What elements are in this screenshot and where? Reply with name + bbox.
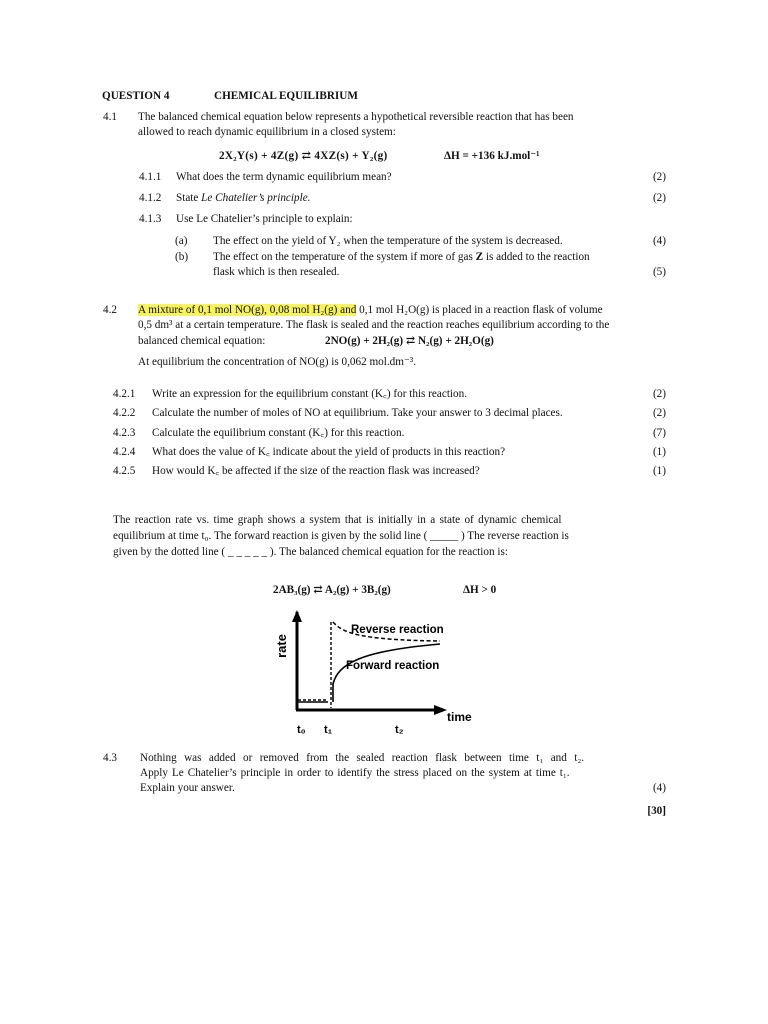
q422-number: 4.2.2 <box>113 407 136 419</box>
q42-equation: 2NO(g) + 2H₂(g) ⇄ N₂(g) + 2H₂O(g) <box>325 335 494 347</box>
total-marks: [30] <box>647 805 666 817</box>
q423-marks: (7) <box>652 427 666 439</box>
reverse-reaction-label: Reverse reaction <box>351 624 444 636</box>
q42-number: 4.2 <box>103 304 117 316</box>
q411-text: What does the term dynamic equilibrium mean? <box>176 171 392 183</box>
q422-text: Calculate the number of moles of NO at equilibrium. Take your answer to 3 decimal places. <box>152 407 563 419</box>
q43-line3: Explain your answer. <box>140 782 235 794</box>
q421-number: 4.2.1 <box>113 388 136 400</box>
y-axis-label: rate <box>274 634 289 658</box>
x-axis-arrow-icon <box>434 705 447 715</box>
q413-number: 4.1.3 <box>139 213 162 225</box>
q411-marks: (2) <box>652 171 666 183</box>
q41-intro-line1: The balanced chemical equation below represents a hypothetical reversible reaction that has been <box>138 112 574 123</box>
q425-number: 4.2.5 <box>113 465 136 477</box>
forward-rate-curve <box>333 644 440 702</box>
q413b-line1-bold: Z <box>475 251 484 263</box>
q413a-label: (a) <box>175 235 188 247</box>
q411-number: 4.1.1 <box>139 171 162 183</box>
q413a-text: The effect on the yield of Y₂ when the temperature of the system is decreased. <box>213 235 563 247</box>
q41-intro-line2: allowed to reach dynamic equilibrium in a closed system: <box>138 126 396 138</box>
graph-intro-line2: equilibrium at time t₀. The forward reaction is given by the solid line ( _____ ) The reverse reaction is <box>113 530 569 542</box>
t1-label: t₁ <box>324 724 333 736</box>
q413b-marks: (5) <box>652 266 666 278</box>
question-title: CHEMICAL EQUILIBRIUM <box>214 90 358 102</box>
graph-enthalpy: ΔH > 0 <box>463 584 497 596</box>
q424-text: What does the value of K꜀ indicate about the yield of products in this reaction? <box>152 446 506 458</box>
q42-line1 <box>138 305 603 316</box>
q41-equation: 2X₂Y(s) + 4Z(g) ⇄ 4XZ(s) + Y₂(g) <box>219 150 388 162</box>
q412-text-italic: Le Chatelier’s principle. <box>201 192 311 204</box>
q413b-line2: flask which is then resealed. <box>213 266 340 278</box>
q421-text: Write an expression for the equilibrium constant (K꜀) for this reaction. <box>152 388 468 400</box>
t2-label: t₂ <box>395 724 404 736</box>
q42-line2: 0,5 dm³ at a certain temperature. The flask is sealed and the reaction reaches equilibrium according to the <box>138 319 610 331</box>
q43-line2: Apply Le Chatelier’s principle in order to identify the stress placed on the system at time t₁. <box>140 767 570 779</box>
q421-marks: (2) <box>652 388 666 400</box>
question-number: QUESTION 4 <box>102 90 170 102</box>
q413b-line1-post: is added to the reaction <box>483 251 590 263</box>
q41-enthalpy: ΔH = +136 kJ.mol⁻¹ <box>444 150 540 162</box>
q43-number: 4.3 <box>103 752 117 764</box>
graph-equation: 2AB₃(g) ⇄ A₂(g) + 3B₂(g) <box>273 584 391 596</box>
q412-number: 4.1.2 <box>139 192 162 204</box>
q413a-marks: (4) <box>652 235 666 247</box>
q412-marks: (2) <box>652 192 666 204</box>
q422-marks: (2) <box>652 407 666 419</box>
graph-intro-line1: The reaction rate vs. time graph shows a system that is initially in a state of dynamic chemical <box>113 514 562 526</box>
q413-text: Use Le Chatelier’s principle to explain: <box>176 213 353 225</box>
forward-reaction-label: Forward reaction <box>346 660 440 672</box>
q42-line3: balanced chemical equation: <box>138 335 266 347</box>
rate-time-graph <box>270 608 490 738</box>
q42-line1-rest: 0,1 mol H₂O(g) is placed in a reaction flask of volume <box>356 304 603 316</box>
q43-marks: (4) <box>652 782 666 794</box>
q413b-label: (b) <box>175 251 189 263</box>
q412-text <box>176 193 310 204</box>
q424-marks: (1) <box>652 446 666 458</box>
t0-label: t₀ <box>297 724 306 736</box>
q425-text: How would K꜀ be affected if the size of the reaction flask was increased? <box>152 465 480 477</box>
q423-text: Calculate the equilibrium constant (K꜀) for this reaction. <box>152 427 405 439</box>
q423-number: 4.2.3 <box>113 427 136 439</box>
q424-number: 4.2.4 <box>113 446 136 458</box>
q42-line4: At equilibrium the concentration of NO(g) is 0,062 mol.dm⁻³. <box>138 356 417 368</box>
q413b-line1-pre: The effect on the temperature of the system if more of gas <box>213 251 476 263</box>
y-axis-arrow-icon <box>292 610 302 622</box>
q43-line1: Nothing was added or removed from the sealed reaction flask between time t₁ and t₂. <box>140 752 585 764</box>
q42-highlight: A mixture of 0,1 mol NO(g), 0,08 mol H₂(g) and <box>138 304 357 316</box>
graph-intro-line3: given by the dotted line ( _ _ _ _ _ ). The balanced chemical equation for the reaction is: <box>113 546 508 558</box>
q412-text-pre: State <box>176 192 202 204</box>
q41-number: 4.1 <box>103 111 117 123</box>
q413b-line1 <box>213 252 590 263</box>
x-axis-label: time <box>447 710 472 724</box>
q425-marks: (1) <box>652 465 666 477</box>
